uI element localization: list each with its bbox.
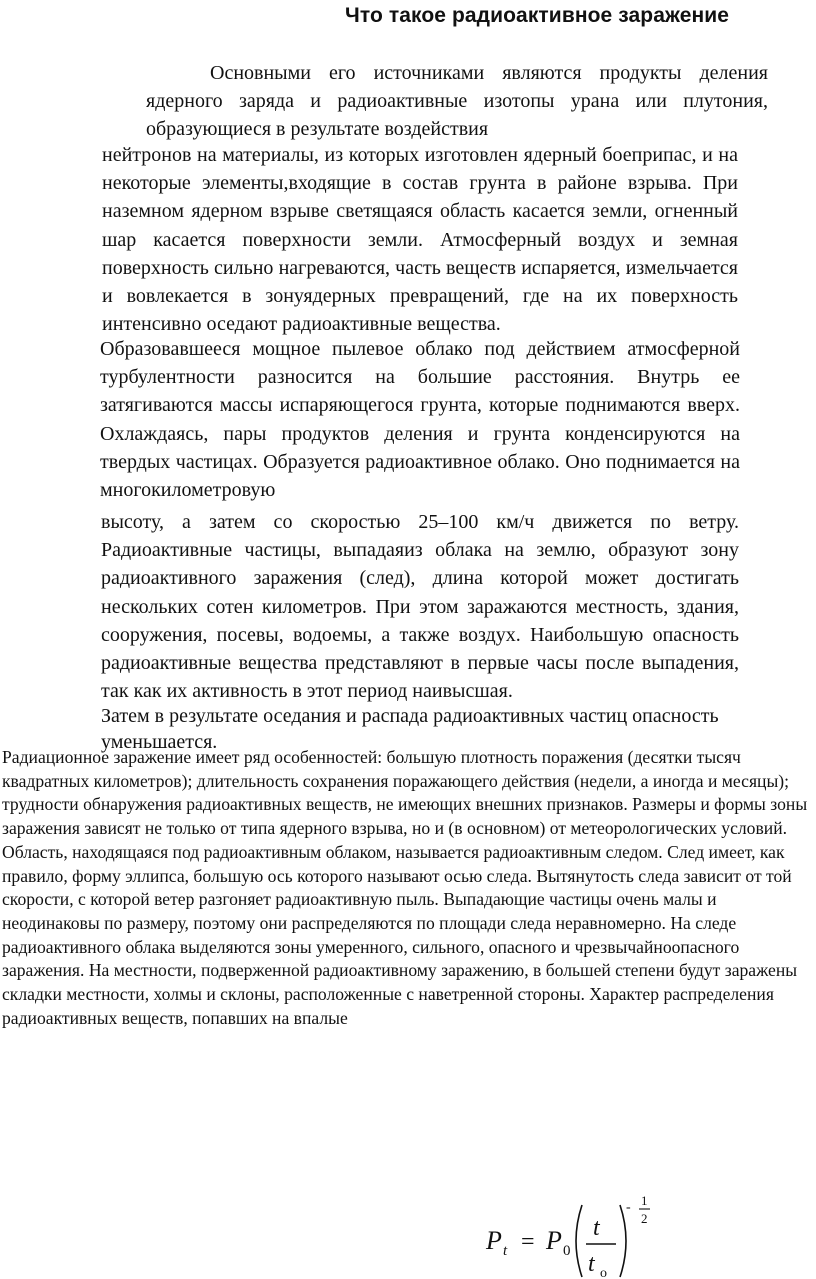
formula-coef: P xyxy=(546,1226,562,1255)
formula-denominator: t xyxy=(588,1251,595,1277)
formula-denominator-sub: o xyxy=(600,1266,607,1279)
formula-numerator: t xyxy=(593,1215,600,1241)
formula-lhs-sub: t xyxy=(503,1243,508,1259)
formula-exp-num: 1 xyxy=(641,1193,648,1208)
formula-equals: = xyxy=(521,1229,535,1255)
paragraph-2: нейтронов на материалы, из которых изготовлен ядерный боеприпас, и на некоторые элементы,входящие в состав грунта в районе взрыва. При наземном ядерном взрыве светящаяся область касается земли, огненный шар касается поверхности земли. Атмосферный воздух и земная поверхность сильно нагреваются, часть веществ испаряется, измельчается и вовлекается в зонуядерных превращений, где на их поверхность интенсивно оседают радиоактивные вещества. xyxy=(102,144,738,336)
decay-formula xyxy=(482,1193,672,1279)
paragraph-3: Образовавшееся мощное пылевое облако под действием атмосферной турбулентности разносится на большие расстояния. Внутрь ее затягиваются массы испаряющегося грунта, которые поднимаются вверх. Охлаждаясь, пары продуктов деления и грунта конденсируются на твердых частицах. Образуется радиоактивное облако. Оно поднимается на многокилометровую xyxy=(100,338,740,502)
formula-lhs: P xyxy=(486,1226,502,1255)
formula-coef-sub: 0 xyxy=(563,1243,571,1259)
formula-exp-den: 2 xyxy=(641,1211,648,1226)
page-title: Что такое радиоактивное заражение xyxy=(345,4,730,27)
paragraph-6: Радиационное заражение имеет ряд особенностей: большую плотность поражения (десятки тысяч квадратных километров); длительность сохранения поражающего действия (недели, а иногда и месяцы); трудности обнаружения радиоактивных веществ, не имеющих внешних признаков. Размеры и формы зоны заражения зависят не только от типа ядерного взрыва, но и (в основном) от метеорологических условий. Область, находящаяся под радиоактивным облаком, называется радиоактивным следом. След имеет, как правило, форму эллипса, большую ось которого называют осью следа. Вытянутость следа зависит от той скорости, с которой ветер разгоняет радиоактивную пыль. Выпадающие частицы очень малы и неодинаковы по размеру, поэтому они распределяются по площади следа неравномерно. На следе радиоактивного облака выделяются зоны умеренного, сильного, опасного и чрезвычайноопасного заражения. На местности, подверженной радиоактивному заражению, в большей степени будут заражены складки местности, холмы и склоны, расположенные с наветренной стороны. Характер распределения радиоактивных веществ, попавших на впалые xyxy=(2,747,808,1028)
paragraph-1: Основными его источниками являются продукты деления ядерного заряда и радиоактивные изотопы урана или плутония, образующиеся в результате воздействия xyxy=(146,62,768,141)
formula-right-paren xyxy=(620,1205,626,1277)
paragraph-4: высоту, а затем со скоростью 25–100 км/ч движется по ветру. Радиоактивные частицы, выпадаяиз облака на землю, образуют зону радиоактивного заражения (след), длина которой может достигать нескольких сотен километров. При этом заражаются местность, здания, сооружения, посевы, водоемы, а также воздух. Наибольшую опасность радиоактивные вещества представляют в первые часы после выпадения, так как их активность в этот период наивысшая. xyxy=(101,511,739,703)
formula-exp-sign: - xyxy=(626,1200,631,1215)
paragraph-5: Затем в результате оседания и распада радиоактивных частиц опасность уменьшается. xyxy=(101,705,719,753)
formula-left-paren xyxy=(576,1205,582,1277)
